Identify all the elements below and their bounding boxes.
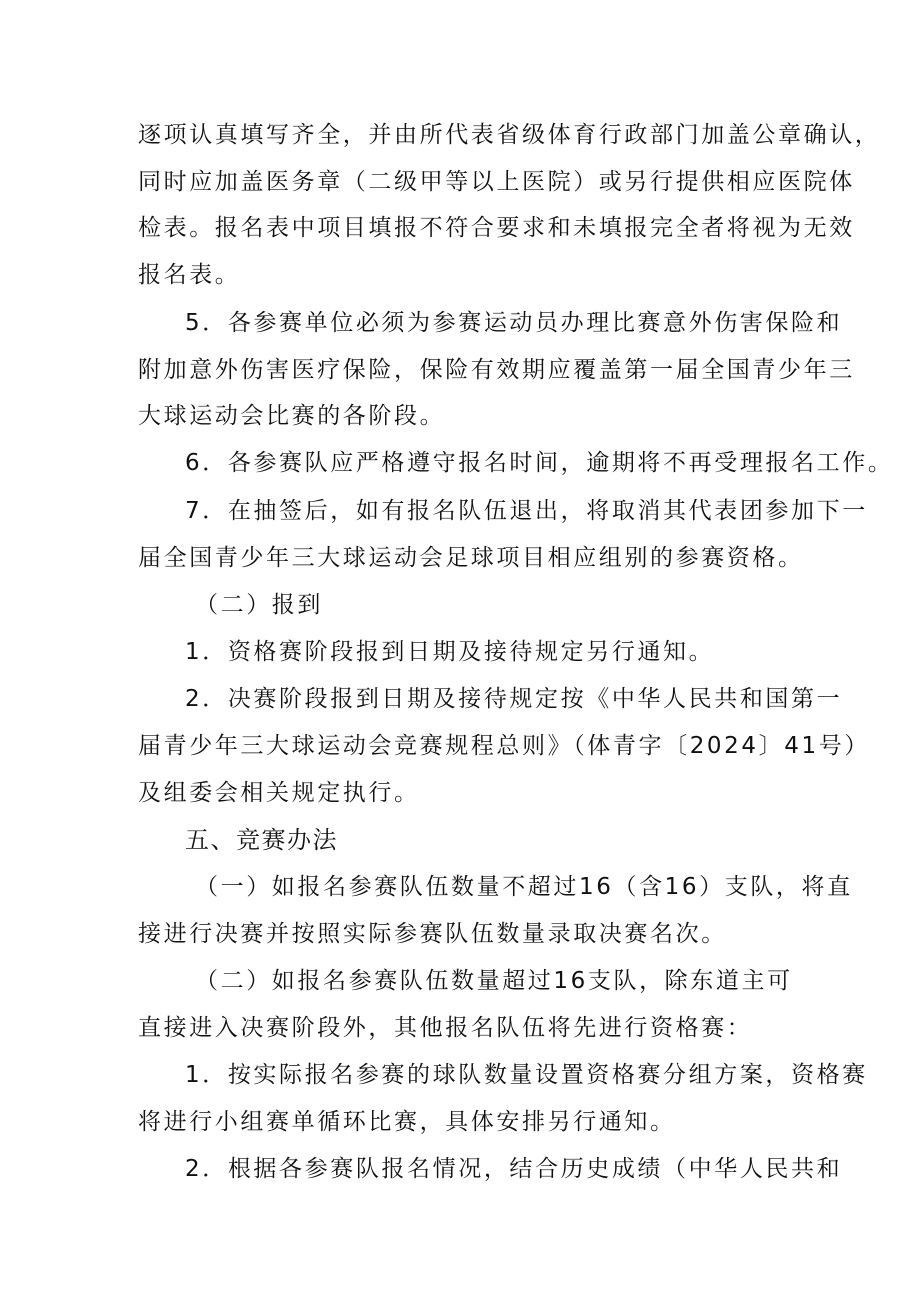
text-line: （一）如报名参赛队伍数量不超过16（含16）支队，将直	[195, 874, 853, 900]
text-line: 直接进入决赛阶段外，其他报名队伍将先进行资格赛：	[138, 1015, 753, 1041]
text-line: 1．按实际报名参赛的球队数量设置资格赛分组方案，资格赛	[185, 1062, 868, 1088]
text-line: 附加意外伤害医疗保险，保险有效期应覆盖第一届全国青少年三	[138, 357, 855, 383]
subsection-heading: （二）报到	[195, 592, 323, 618]
text-line: 2．决赛阶段报到日期及接待规定按《中华人民共和国第一	[185, 686, 843, 712]
text-line: 6．各参赛队应严格遵守报名时间，逾期将不再受理报名工作。	[185, 450, 894, 476]
text-line: 1．资格赛阶段报到日期及接待规定另行通知。	[185, 639, 715, 665]
text-line: 5．各参赛单位必须为参赛运动员办理比赛意外伤害保险和	[185, 310, 843, 336]
text-line: 接进行决赛并按照实际参赛队伍数量录取决赛名次。	[138, 921, 727, 947]
text-line: 报名表。	[138, 262, 241, 288]
text-line: 届青少年三大球运动会竞赛规程总则》（体青字〔2024〕41号）	[138, 733, 870, 759]
text-line: 逐项认真填写齐全，并由所代表省级体育行政部门加盖公章确认，	[138, 122, 881, 148]
text-line: 2．根据各参赛队报名情况，结合历史成绩（中华人民共和	[185, 1156, 843, 1182]
section-heading: 五、竞赛办法	[185, 826, 338, 854]
text-line: 同时应加盖医务章（二级甲等以上医院）或另行提供相应医院体	[138, 169, 855, 195]
text-line: 7．在抽签后，如有报名队伍退出，将取消其代表团参加下一	[185, 498, 868, 524]
text-line: 检表。报名表中项目填报不符合要求和未填报完全者将视为无效	[138, 215, 855, 241]
text-line: 及组委会相关规定执行。	[138, 780, 420, 806]
text-line: 届全国青少年三大球运动会足球项目相应组别的参赛资格。	[138, 545, 804, 571]
text-line: 将进行小组赛单循环比赛，具体安排另行通知。	[138, 1109, 676, 1135]
text-line: 大球运动会比赛的各阶段。	[138, 403, 446, 429]
text-line: （二）如报名参赛队伍数量超过16支队，除东道主可	[195, 968, 793, 994]
